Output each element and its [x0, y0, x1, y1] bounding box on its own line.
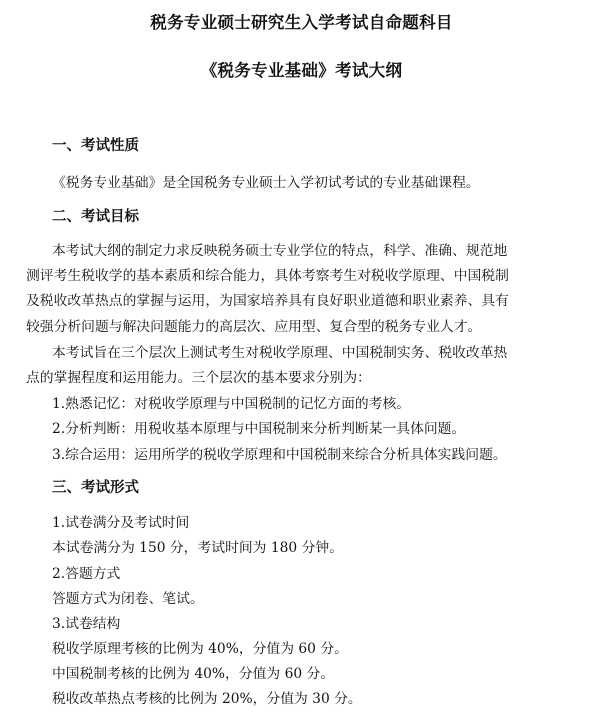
section-heading-format: 三、考试形式	[52, 480, 139, 496]
paragraph-line: 中国税制考核的比例为 40%，分值为 60 分。	[52, 666, 335, 682]
paragraph-line: 本试卷满分为 150 分，考试时间为 180 分钟。	[52, 540, 343, 556]
list-item: 2.答题方式	[52, 566, 121, 582]
list-item: 2.分析判断：用税收基本原理与中国税制来分析判断某一具体问题。	[52, 421, 466, 437]
paragraph-line: 点的掌握程度和运用能力。三个层次的基本要求分别为：	[26, 370, 371, 386]
paragraph-line: 税收学原理考核的比例为 40%，分值为 60 分。	[52, 641, 348, 657]
paragraph-line: 答题方式为闭卷、笔试。	[52, 591, 204, 607]
list-item: 1.试卷满分及考试时间	[52, 515, 190, 531]
list-item: 1.熟悉记忆：对税收学原理与中国税制的记忆方面的考核。	[52, 396, 411, 412]
section-heading-objectives: 二、考试目标	[52, 209, 139, 225]
paragraph-line: 测评考生税收学的基本素质和综合能力，具体考察考生对税收学原理、中国税制	[26, 268, 509, 284]
list-item: 3.综合运用：运用所学的税收学原理和中国税制来综合分析具体实践问题。	[52, 447, 507, 463]
document-title: 税务专业硕士研究生入学考试自命题科目	[150, 13, 453, 32]
paragraph-line: 本考试旨在三个层次上测试考生对税收学原理、中国税制实务、税收改革热	[52, 345, 508, 361]
paragraph-line: 及税收改革热点的掌握与运用，为国家培养具有良好职业道德和职业素养、具有	[26, 293, 509, 309]
paragraph-line: 《税务专业基础》是全国税务专业硕士入学初试考试的专业基础课程。	[52, 175, 480, 191]
paragraph-line: 较强分析问题与解决问题能力的高层次、应用型、复合型的税务专业人才。	[26, 319, 482, 335]
paragraph-line: 税收改革热点考核的比例为 20%，分值为 30 分。	[52, 691, 362, 707]
paragraph-line: 本考试大纲的制定力求反映税务硕士专业学位的特点，科学、准确、规范地	[52, 243, 508, 259]
document-subtitle: 《税务专业基础》考试大纲	[200, 61, 403, 80]
list-item: 3.试卷结构	[52, 616, 121, 632]
section-heading-nature: 一、考试性质	[52, 138, 139, 154]
